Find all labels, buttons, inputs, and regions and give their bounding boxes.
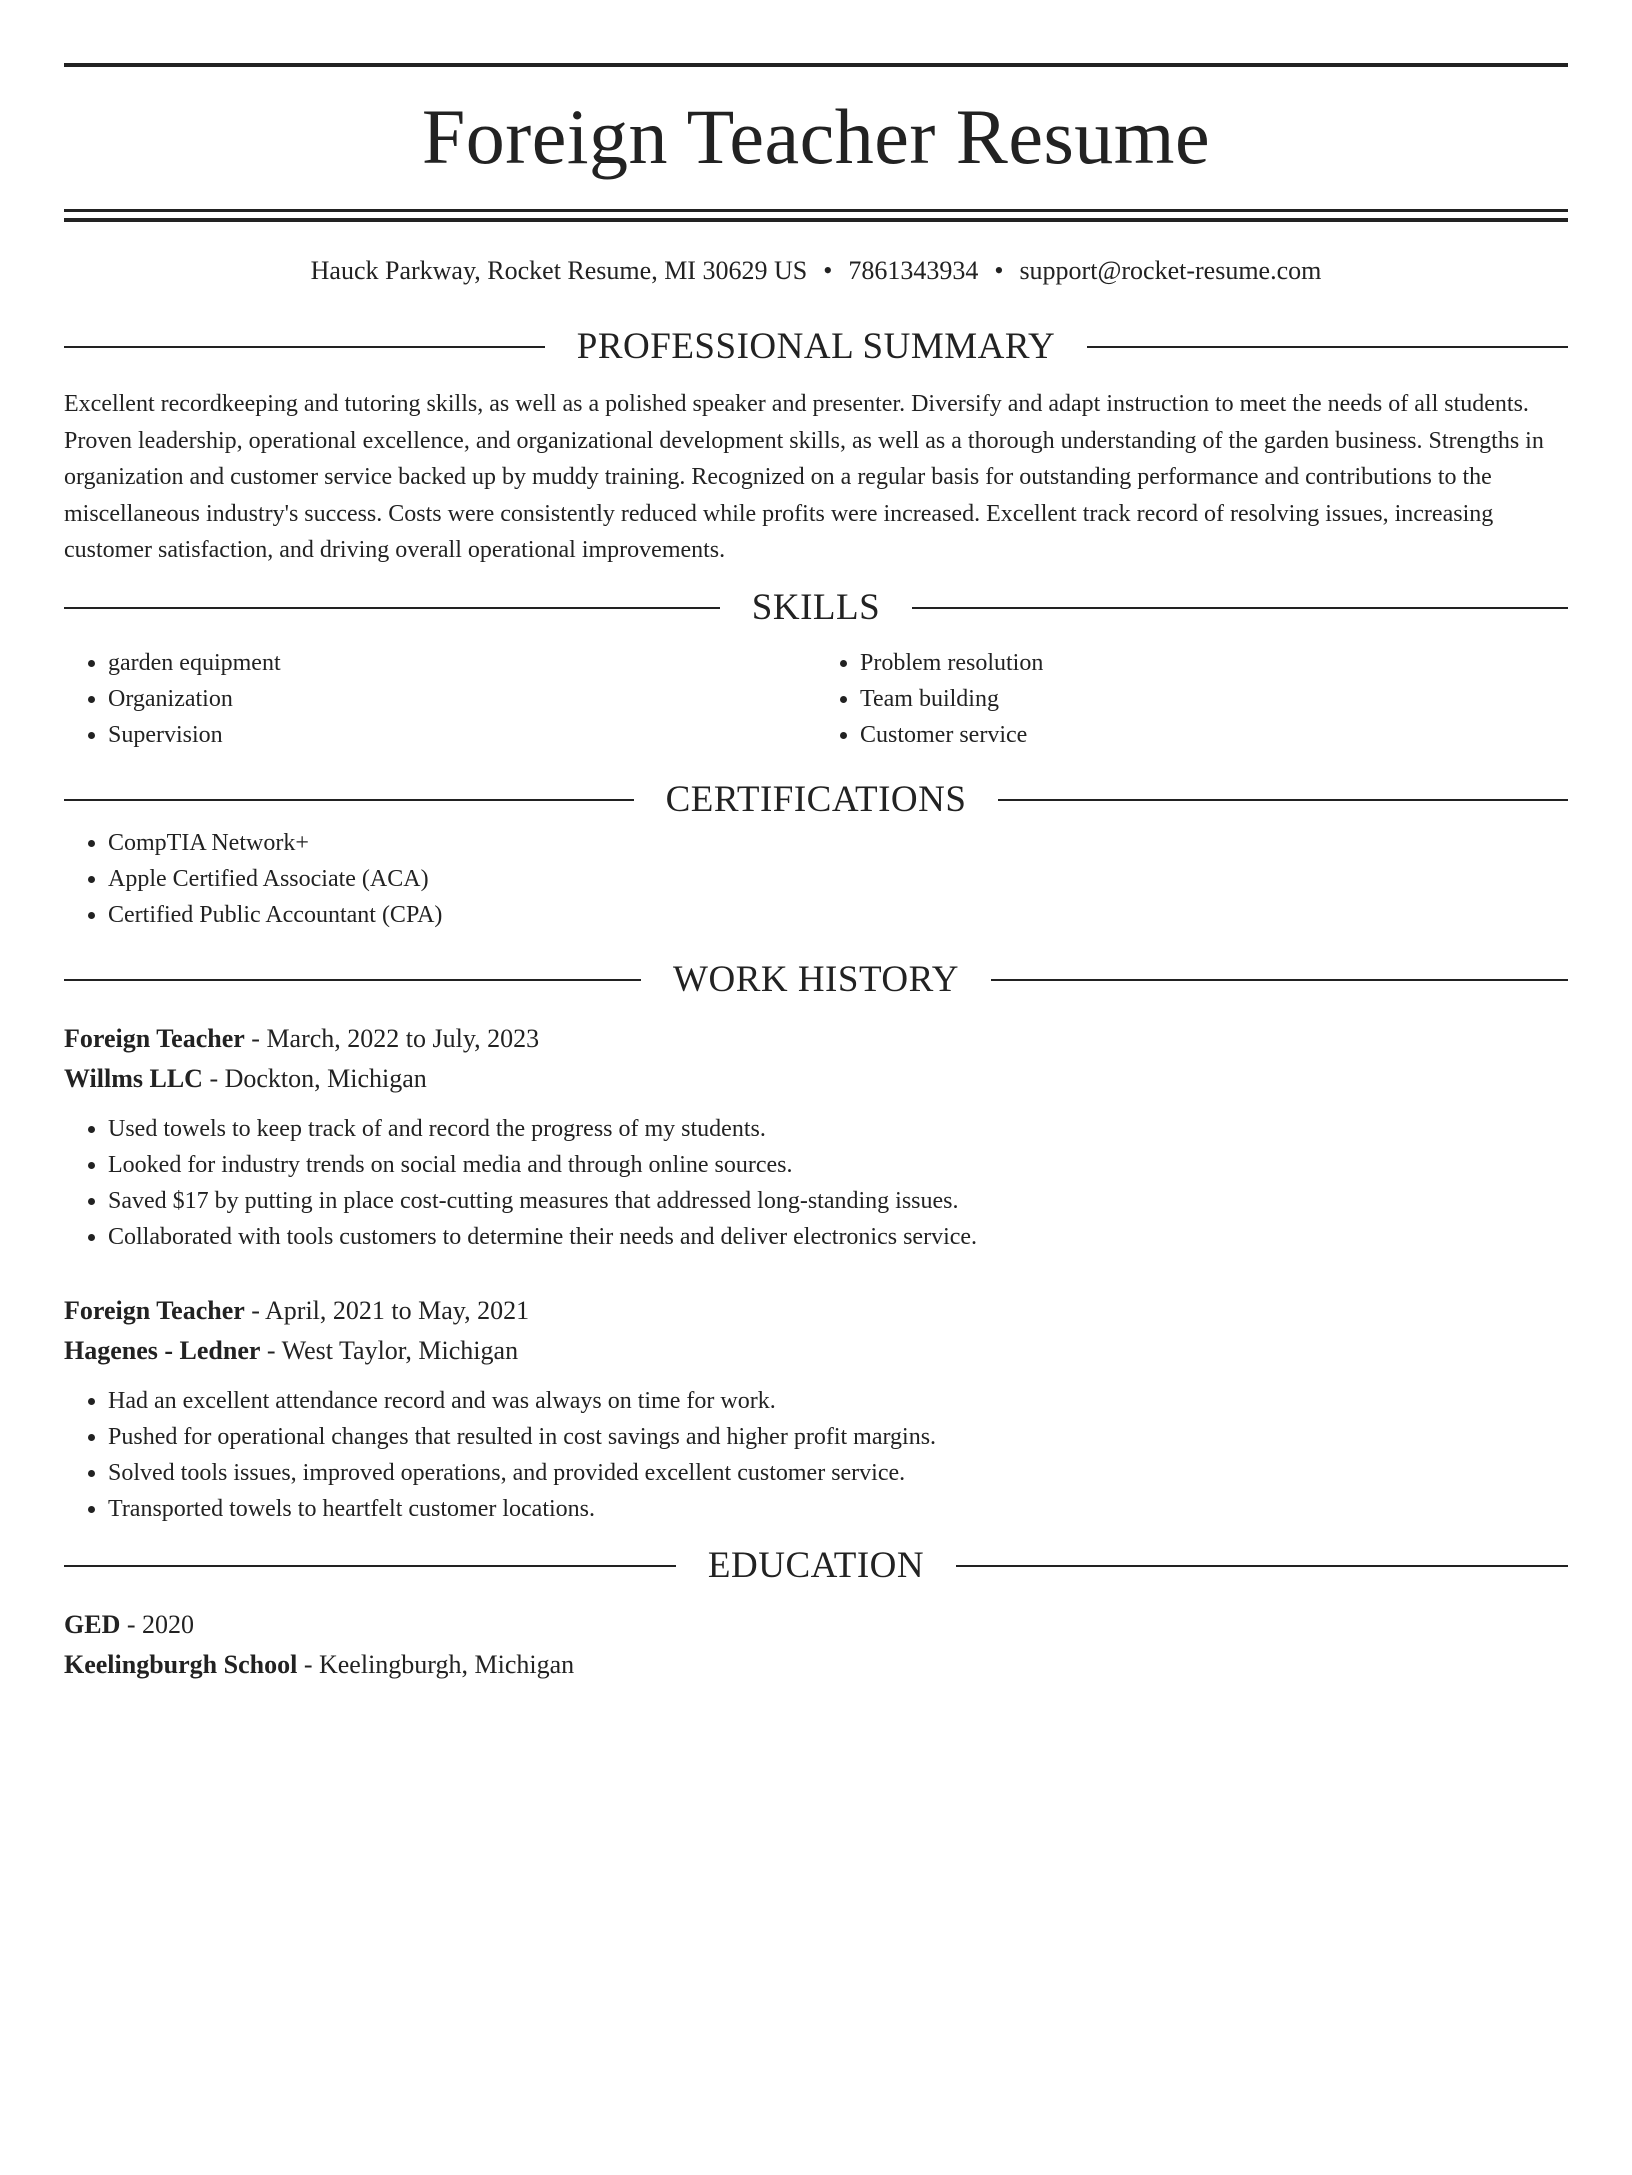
job-company-line — [64, 1331, 1568, 1371]
education-school: Keelingburgh School — [64, 1649, 298, 1679]
job-title: Foreign Teacher — [64, 1023, 245, 1053]
job-entry — [64, 1291, 1568, 1527]
skills-list — [64, 645, 1568, 753]
skill-item: • Organization — [108, 681, 816, 717]
education-entry — [64, 1605, 1568, 1685]
contact-phone: 7861343934 — [848, 256, 979, 285]
job-company: Hagenes - Ledner — [64, 1335, 261, 1365]
contact-separator: • — [994, 256, 1004, 285]
job-title-line — [64, 1019, 1568, 1059]
skill-item: • Customer service — [860, 717, 1568, 753]
skill-item: • garden equipment — [108, 645, 816, 681]
education-degree: GED — [64, 1609, 121, 1639]
skills-column-right — [816, 645, 1568, 753]
job-bullets — [64, 1111, 1568, 1255]
heading-rule-left — [64, 979, 641, 981]
heading-rule-right — [956, 1565, 1568, 1567]
certifications-list — [64, 825, 1568, 933]
job-location: - Dockton, Michigan — [202, 1063, 427, 1093]
job-title: Foreign Teacher — [64, 1295, 245, 1325]
heading-rule-left — [64, 607, 720, 609]
job-company-line — [64, 1059, 1568, 1099]
job-bullet: • Used towels to keep track of and record the progress of my students. — [108, 1111, 1568, 1147]
contact-separator: • — [823, 256, 833, 285]
job-bullet: • Collaborated with tools customers to determine their needs and deliver electronics service. — [108, 1219, 1568, 1255]
heading-label: CERTIFICATIONS — [665, 778, 967, 820]
heading-label: PROFESSIONAL SUMMARY — [576, 326, 1056, 367]
heading-rule-left — [64, 1565, 676, 1567]
certification-item: • Certified Public Accountant (CPA) — [108, 897, 1568, 933]
top-rule — [64, 63, 1568, 67]
job-bullet: • Pushed for operational changes that resulted in cost savings and higher profit margins. — [108, 1419, 1568, 1455]
heading-rule-left — [64, 799, 634, 801]
section-heading-certifications — [64, 775, 1568, 825]
heading-label: WORK HISTORY — [673, 958, 959, 1000]
job-bullet: • Transported towels to heartfelt customer locations. — [108, 1491, 1568, 1527]
heading-rule-left — [64, 346, 545, 348]
heading-rule-right — [998, 799, 1568, 801]
job-bullet: • Had an excellent attendance record and was always on time for work. — [108, 1383, 1568, 1419]
title-double-rule — [64, 209, 1568, 222]
certification-item: • CompTIA Network+ — [108, 825, 1568, 861]
heading-label: SKILLS — [751, 586, 881, 628]
heading-rule-right — [1087, 346, 1568, 348]
heading-label: EDUCATION — [707, 1544, 925, 1586]
contact-email: support@rocket-resume.com — [1019, 256, 1322, 285]
skill-item: • Team building — [860, 681, 1568, 717]
summary-text: Excellent recordkeeping and tutoring skills, as well as a polished speaker and presenter. Diversify and adapt instruction to meet the needs of all students. Proven leadership, operational excellence, and organizational development skills, as well as a thorough understanding of the garden business. Strengths in organization and customer service backed up by muddy training. Recognized on a regular basis for outstanding performance and contributions to the miscellaneous industry's success. Costs were consistently reduced while profits were increased. Excellent track record of resolving issues, increasing customer satisfaction, and driving overall operational improvements. — [64, 391, 1544, 563]
job-entry — [64, 1019, 1568, 1255]
job-dates: - April, 2021 to May, 2021 — [244, 1295, 530, 1325]
section-heading-skills — [64, 583, 1568, 633]
heading-rule-right — [991, 979, 1568, 981]
section-heading-work-history — [64, 955, 1568, 1005]
skills-column-left — [64, 645, 816, 753]
job-location: - West Taylor, Michigan — [260, 1335, 519, 1365]
education-location: - Keelingburgh, Michigan — [297, 1649, 575, 1679]
resume-page — [0, 63, 1632, 2175]
job-bullets — [64, 1383, 1568, 1527]
certification-item: • Apple Certified Associate (ACA) — [108, 861, 1568, 897]
section-heading-summary — [64, 322, 1568, 372]
job-bullet: • Looked for industry trends on social media and through online sources. — [108, 1147, 1568, 1183]
job-bullet: • Saved $17 by putting in place cost-cutting measures that addressed long-standing issues. — [108, 1183, 1568, 1219]
contact-address: Hauck Parkway, Rocket Resume, MI 30629 US — [310, 256, 808, 285]
skill-item: • Problem resolution — [860, 645, 1568, 681]
education-school-line — [64, 1645, 1568, 1685]
job-company: Willms LLC — [64, 1063, 203, 1093]
skill-item: • Supervision — [108, 717, 816, 753]
job-title-line — [64, 1291, 1568, 1331]
contact-line — [64, 254, 1568, 288]
resume-title: Foreign Teacher Resume — [421, 93, 1211, 180]
job-dates: - March, 2022 to July, 2023 — [244, 1023, 540, 1053]
education-year: - 2020 — [120, 1609, 195, 1639]
section-heading-education — [64, 1541, 1568, 1591]
job-bullet: • Solved tools issues, improved operations, and provided excellent customer service. — [108, 1455, 1568, 1491]
heading-rule-right — [912, 607, 1568, 609]
education-degree-line — [64, 1605, 1568, 1645]
